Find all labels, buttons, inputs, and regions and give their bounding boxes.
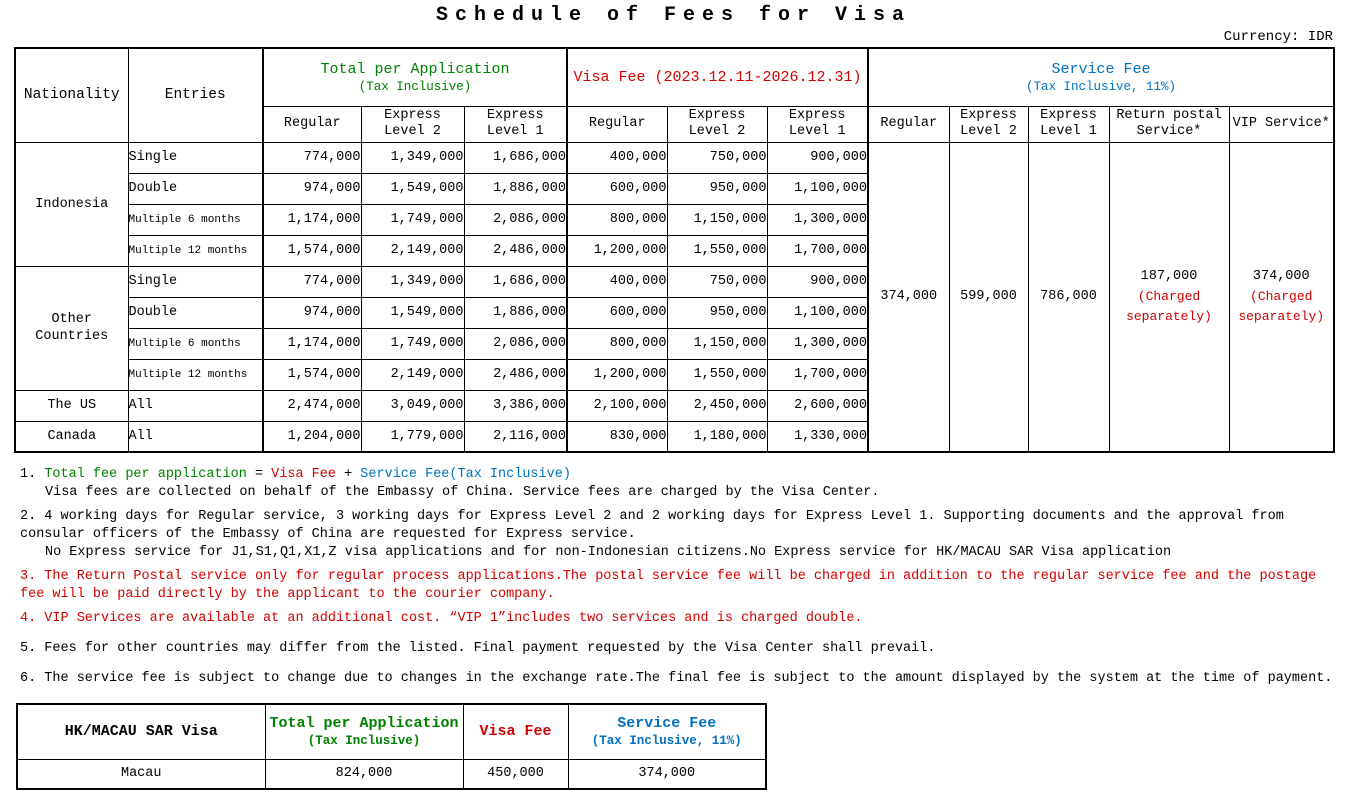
hk-service-line2: (Tax Inclusive, 11%)	[591, 734, 742, 749]
fee-cell: 1,550,000	[667, 359, 767, 390]
return-postal-line2: Service*	[1136, 124, 1202, 139]
total-regular-header: Regular	[263, 106, 361, 142]
fee-cell: 1,700,000	[767, 359, 868, 390]
fee-cell: 1,200,000	[567, 359, 667, 390]
page-title: Schedule of Fees for Visa	[435, 4, 912, 27]
service-fee-express-l2-cell: 599,000	[949, 142, 1028, 452]
fee-cell: 2,100,000	[567, 390, 667, 421]
hk-total-line1: Total per Application	[269, 715, 459, 733]
fee-cell: 750,000	[667, 142, 767, 173]
total-express-l1-header	[464, 106, 567, 142]
fee-cell: 2,149,000	[361, 235, 464, 266]
fee-cell: 774,000	[263, 266, 361, 297]
fee-cell: 2,116,000	[464, 421, 567, 452]
note-2	[20, 508, 1335, 562]
express-l2-line1: Express	[384, 108, 441, 123]
hk-service-fee-cell: 374,000	[568, 759, 766, 789]
fee-cell: 974,000	[263, 173, 361, 204]
note-2-para2: No Express service for J1,S1,Q1,X1,Z visa applications and for non-Indonesian citizens.No Express service for HK/MACAU SAR Visa application	[45, 545, 1172, 560]
express-l1-line1: Express	[1040, 108, 1097, 123]
fee-cell: 1,686,000	[464, 266, 567, 297]
fee-cell: 400,000	[567, 266, 667, 297]
fee-cell: 830,000	[567, 421, 667, 452]
fee-cell: 1,749,000	[361, 204, 464, 235]
table-row	[17, 759, 766, 789]
visa-express-l2-header	[667, 106, 767, 142]
charged-separately-note: (Charged	[1137, 288, 1201, 304]
express-l1-line2: Level 1	[788, 124, 846, 139]
express-l1-line1: Express	[486, 108, 544, 123]
note-4: 4. VIP Services are available at an additional cost. “VIP 1”includes two services and is charged double.	[20, 611, 863, 626]
entries-cell: Double	[128, 297, 263, 328]
service-group-line2: (Tax Inclusive, 11%)	[1025, 79, 1177, 94]
total-fee-label: Total fee per application	[44, 467, 247, 482]
charged-separately-note: separately)	[1126, 308, 1212, 324]
fee-cell: 400,000	[567, 142, 667, 173]
note-1-line1	[20, 466, 1335, 484]
fee-cell: 974,000	[263, 297, 361, 328]
fee-cell: 2,149,000	[361, 359, 464, 390]
nationality-cell: The US	[15, 390, 128, 421]
express-l1-line2: Level 1	[1040, 124, 1097, 139]
express-l2-line2: Level 2	[688, 124, 746, 139]
total-group-line1: Total per Application	[320, 60, 510, 78]
visa-regular-header: Regular	[567, 106, 667, 142]
fee-cell: 2,474,000	[263, 390, 361, 421]
fee-cell: 1,700,000	[767, 235, 868, 266]
fee-cell: 2,600,000	[767, 390, 868, 421]
vip-service-header: VIP Service*	[1229, 106, 1334, 142]
fee-cell: 2,486,000	[464, 359, 567, 390]
total-express-l2-header	[361, 106, 464, 142]
hk-total-header	[265, 704, 463, 759]
vip-service-fee-cell	[1229, 142, 1334, 452]
service-express-l2-header	[949, 106, 1028, 142]
fee-cell: 1,180,000	[667, 421, 767, 452]
fee-cell: 1,749,000	[361, 328, 464, 359]
return-postal-line1: Return postal	[1116, 108, 1222, 123]
fee-cell: 1,150,000	[667, 328, 767, 359]
entries-cell: All	[128, 421, 263, 452]
total-group-header	[263, 48, 567, 106]
fee-cell: 1,150,000	[667, 204, 767, 235]
note-number: 1.	[20, 467, 37, 482]
note-3: 3. The Return Postal service only for regular process applications.The postal service fee will be charged in addition to the regular service fee and the postage fee will be paid directly by the applicant to the courier company.	[20, 569, 1317, 602]
nationality-cell: Canada	[15, 421, 128, 452]
fee-cell: 3,386,000	[464, 390, 567, 421]
express-l1-line2: Level 1	[486, 124, 544, 139]
table-row	[15, 142, 1334, 173]
fee-cell: 2,086,000	[464, 328, 567, 359]
fee-cell: 1,200,000	[567, 235, 667, 266]
equals-sign: =	[246, 467, 272, 482]
fee-cell: 2,086,000	[464, 204, 567, 235]
fee-cell: 950,000	[667, 173, 767, 204]
fee-cell: 1,300,000	[767, 204, 868, 235]
fee-cell: 900,000	[767, 142, 868, 173]
entries-cell: Multiple 12 months	[128, 359, 263, 390]
entries-header: Entries	[128, 48, 263, 142]
service-express-l1-header	[1028, 106, 1109, 142]
note-5: 5. Fees for other countries may differ from the listed. Final payment requested by the Visa Center shall prevail.	[20, 641, 936, 656]
service-fee-label: Service Fee(Tax Inclusive)	[360, 467, 571, 482]
fee-cell: 1,549,000	[361, 297, 464, 328]
hk-service-fee-header	[568, 704, 766, 759]
service-fee-express-l1-cell: 786,000	[1028, 142, 1109, 452]
express-l1-line1: Express	[788, 108, 846, 123]
fee-cell: 1,330,000	[767, 421, 868, 452]
visa-group-header: Visa Fee (2023.12.11-2026.12.31)	[567, 48, 868, 106]
plus-sign: +	[335, 467, 361, 482]
hk-total-cell: 824,000	[265, 759, 463, 789]
fee-cell: 600,000	[567, 297, 667, 328]
charged-separately-note: separately)	[1238, 308, 1325, 324]
note-1-line2: Visa fees are collected on behalf of the Embassy of China. Service fees are charged by the Visa Center.	[45, 485, 880, 500]
return-postal-fee-cell	[1109, 142, 1229, 452]
fee-cell: 950,000	[667, 297, 767, 328]
fee-cell: 1,886,000	[464, 173, 567, 204]
fee-cell: 750,000	[667, 266, 767, 297]
entries-cell: Multiple 12 months	[128, 235, 263, 266]
service-group-header	[868, 48, 1334, 106]
hk-region-cell: Macau	[17, 759, 265, 789]
charged-separately-note: (Charged	[1250, 288, 1313, 304]
vip-amount: 374,000	[1252, 268, 1310, 284]
entries-cell: Single	[128, 266, 263, 297]
entries-cell: All	[128, 390, 263, 421]
fee-cell: 2,486,000	[464, 235, 567, 266]
nationality-cell: Indonesia	[15, 142, 128, 266]
nationality-header: Nationality	[15, 48, 128, 142]
entries-cell: Multiple 6 months	[128, 204, 263, 235]
note-6: 6. The service fee is subject to change due to changes in the exchange rate.The final fee is subject to the amount displayed by the system at the time of payment.	[20, 671, 1333, 686]
note-2-para1: 2. 4 working days for Regular service, 3 working days for Express Level 2 and 2 working days for Express Level 1. Supporting documents and the approval from consular officers of the Embassy of China are requested for Express service.	[20, 509, 1284, 542]
express-l2-line1: Express	[960, 108, 1017, 123]
total-group-line2: (Tax Inclusive)	[358, 79, 472, 94]
service-group-line1: Service Fee	[1051, 60, 1151, 78]
return-postal-amount: 187,000	[1140, 268, 1198, 284]
fee-cell: 1,549,000	[361, 173, 464, 204]
fee-cell: 1,550,000	[667, 235, 767, 266]
entries-cell: Multiple 6 months	[128, 328, 263, 359]
fee-cell: 1,174,000	[263, 204, 361, 235]
fee-cell: 600,000	[567, 173, 667, 204]
service-fee-regular-cell: 374,000	[868, 142, 949, 452]
express-l2-line1: Express	[688, 108, 746, 123]
notes-section	[20, 466, 1335, 694]
nationality-cell: Other Countries	[15, 266, 128, 390]
fee-cell: 1,174,000	[263, 328, 361, 359]
fee-cell: 1,349,000	[361, 266, 464, 297]
fee-cell: 1,100,000	[767, 297, 868, 328]
express-l2-line2: Level 2	[960, 124, 1017, 139]
main-fee-table	[14, 47, 1335, 453]
fee-cell: 774,000	[263, 142, 361, 173]
service-regular-header: Regular	[868, 106, 949, 142]
hk-visa-type-header: HK/MACAU SAR Visa	[17, 704, 265, 759]
fee-cell: 1,100,000	[767, 173, 868, 204]
visa-fee-label: Visa Fee	[271, 467, 336, 482]
fee-cell: 800,000	[567, 328, 667, 359]
return-postal-header	[1109, 106, 1229, 142]
entries-cell: Double	[128, 173, 263, 204]
entries-cell: Single	[128, 142, 263, 173]
express-l2-line2: Level 2	[384, 124, 441, 139]
fee-cell: 3,049,000	[361, 390, 464, 421]
fee-cell: 1,574,000	[263, 235, 361, 266]
note-1	[20, 466, 1335, 502]
fee-cell: 1,204,000	[263, 421, 361, 452]
hk-service-line1: Service Fee	[617, 715, 717, 733]
fee-cell: 1,686,000	[464, 142, 567, 173]
fee-cell: 1,886,000	[464, 297, 567, 328]
hk-macau-fee-table	[16, 703, 767, 790]
hk-visa-fee-header: Visa Fee	[463, 704, 568, 759]
hk-visa-fee-cell: 450,000	[463, 759, 568, 789]
currency-label: Currency: IDR	[1223, 29, 1333, 45]
fee-cell: 1,779,000	[361, 421, 464, 452]
fee-cell: 1,574,000	[263, 359, 361, 390]
hk-total-line2: (Tax Inclusive)	[307, 734, 421, 749]
fee-cell: 900,000	[767, 266, 868, 297]
fee-cell: 1,300,000	[767, 328, 868, 359]
fee-cell: 2,450,000	[667, 390, 767, 421]
visa-express-l1-header	[767, 106, 868, 142]
fee-cell: 800,000	[567, 204, 667, 235]
fee-cell: 1,349,000	[361, 142, 464, 173]
